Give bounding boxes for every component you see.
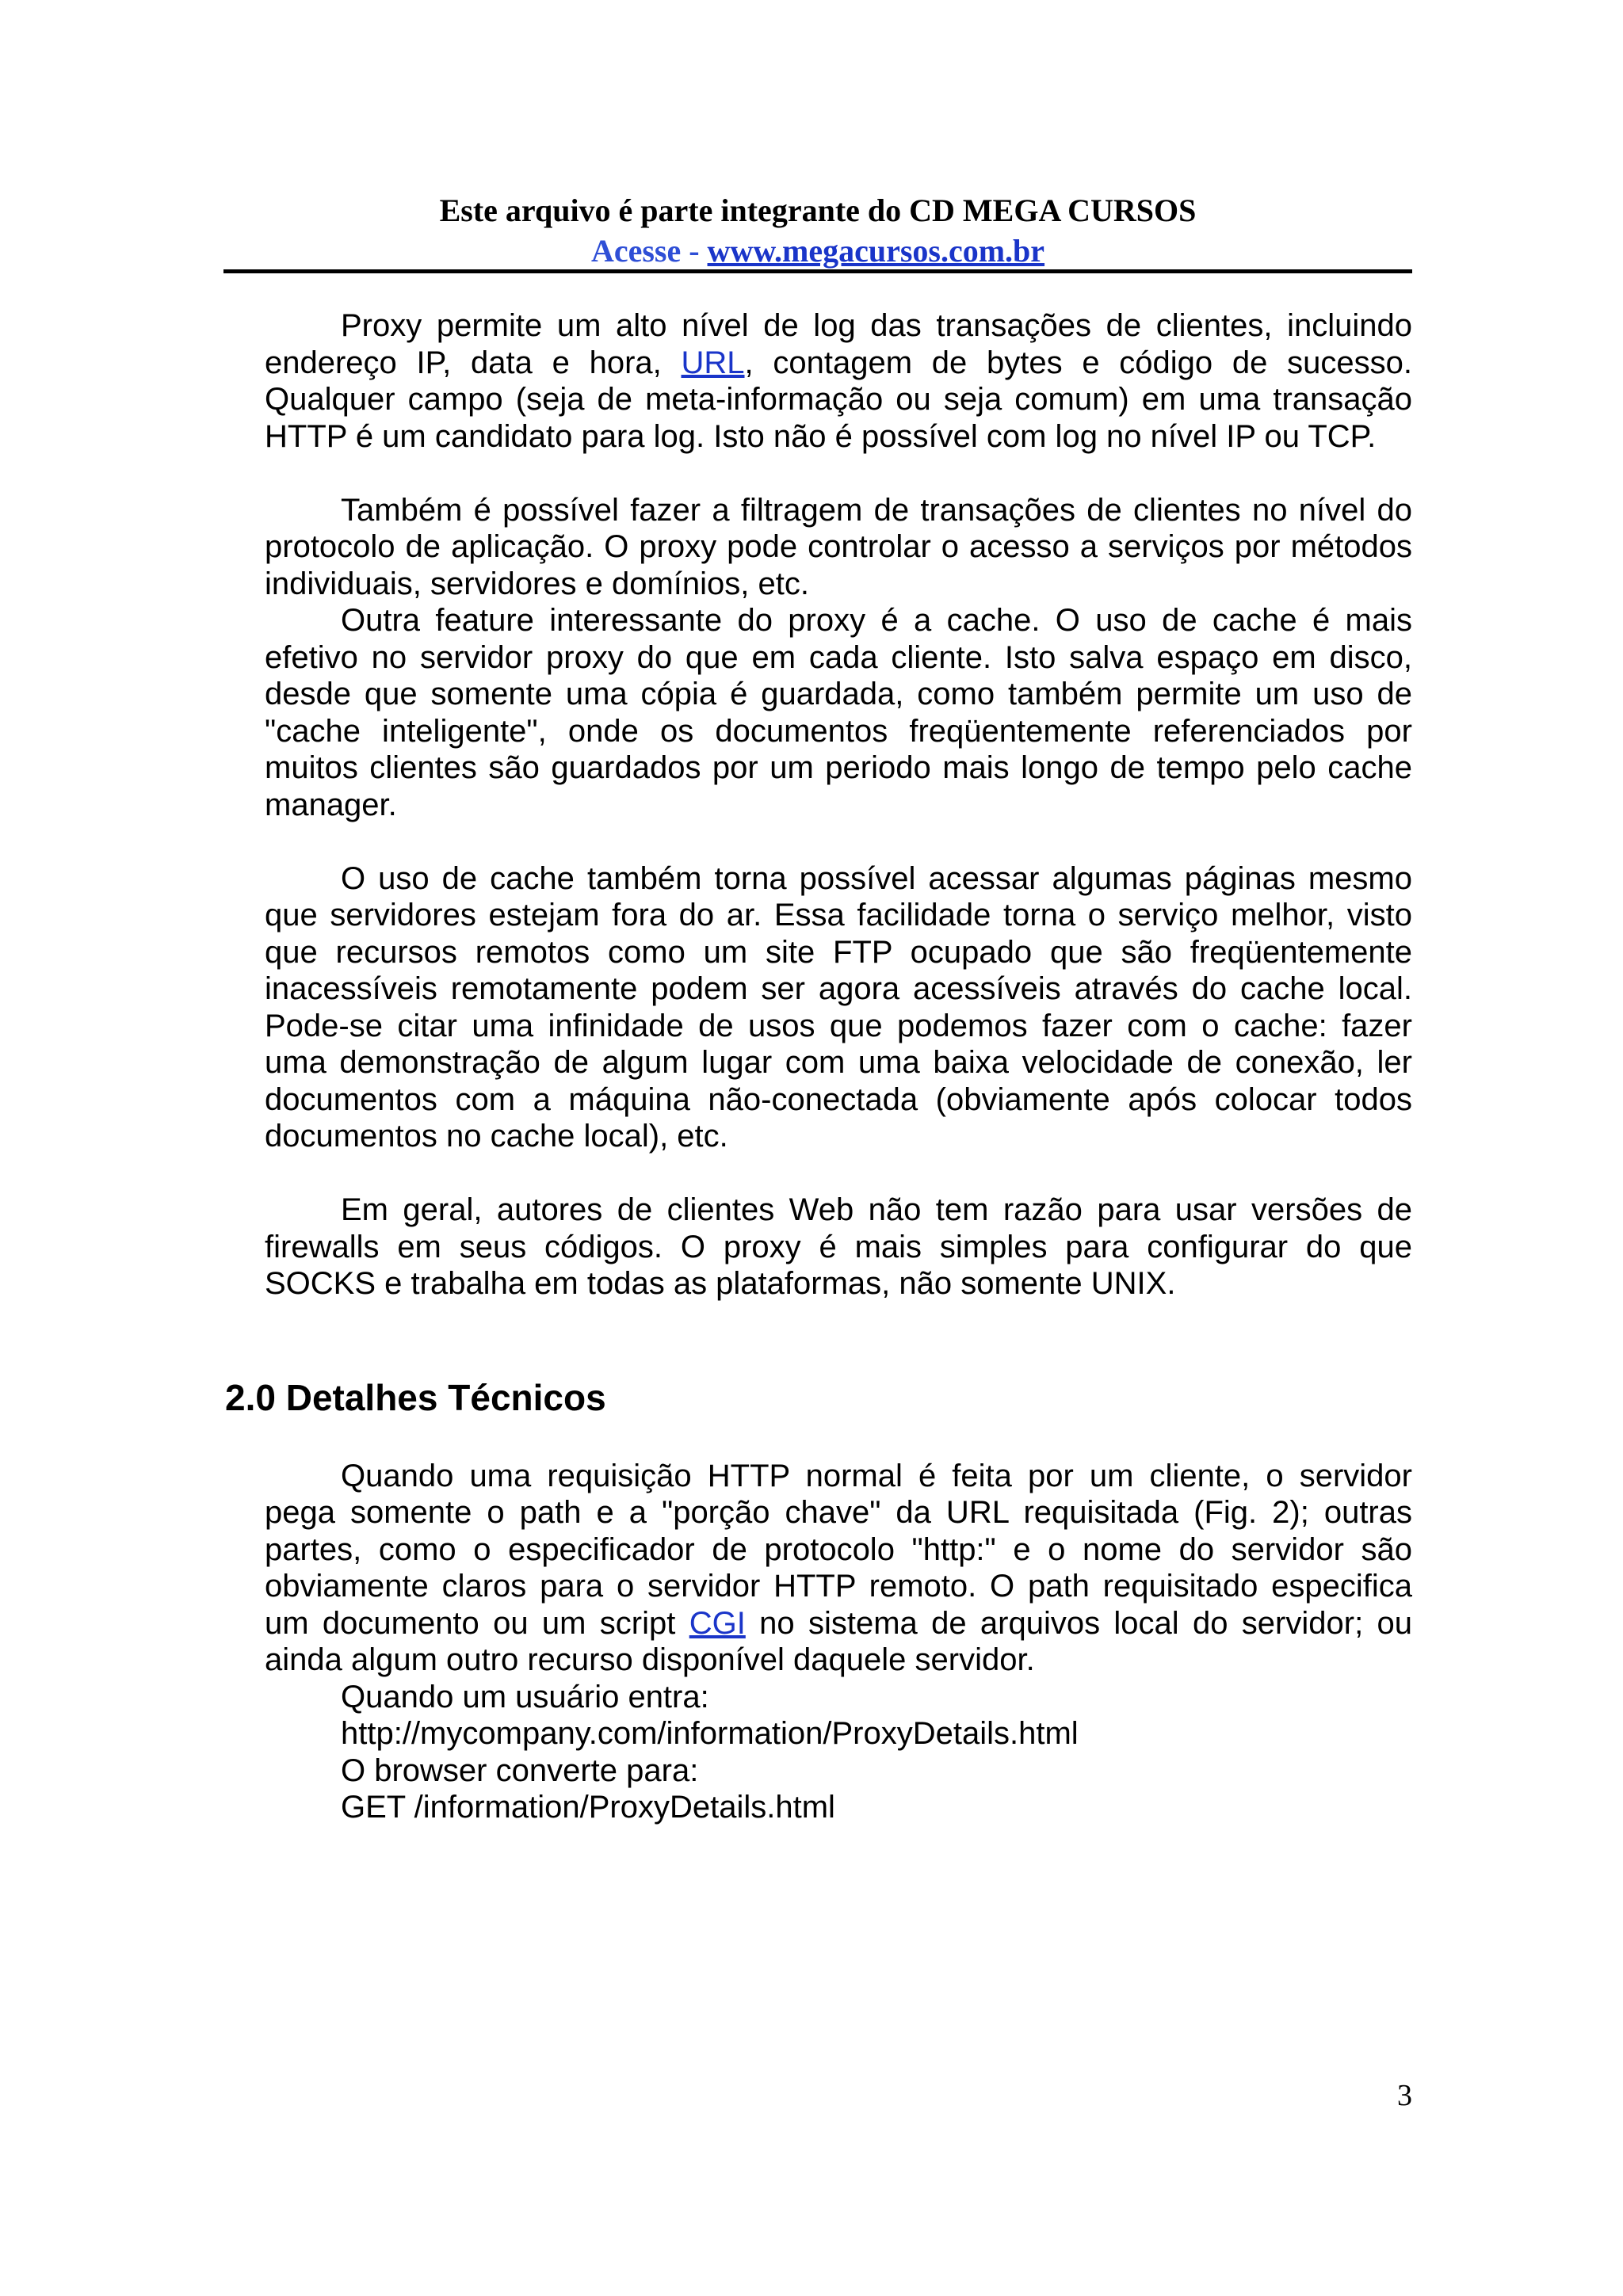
line-example-url: http://mycompany.com/information/ProxyDetails.html [341,1716,1079,1751]
paragraph-filtering: Também é possível fazer a filtragem de transações de clientes no nível do protocolo de aplicação. O proxy pode controlar o acesso a serviços por métodos individuais, servidores e domínios, etc. [265,492,1412,601]
paragraph-text: , contagem de bytes e código de sucesso. Qualquer campo (seja de meta-informação ou seja comum) em uma transação HTTP é um candidato para log. Isto não é possível com log no nível IP ou TCP. [265,345,1412,454]
paragraph-cache: Outra feature interessante do proxy é a cache. O uso de cache é mais efetivo no servidor proxy do que em cada cliente. Isto salva espaço em disco, desde que somente uma cópia é guardada, como também permite um uso de "cache inteligente", onde os documentos freqüentemente referenciados por muitos clientes são guardados por um periodo mais longo de tempo pelo cache manager. [265,603,1412,822]
page-header [223,190,1412,271]
paragraph-text: Proxy permite um alto nível de log das transações de clientes, incluindo endereço IP, data e hora, [265,308,1412,380]
cgi-link[interactable]: CGI [689,1605,746,1641]
line-get-request: GET /information/ProxyDetails.html [341,1790,835,1825]
header-title: Este arquivo é parte integrante do CD MEGA CURSOS [439,193,1197,228]
line-browser-converts: O browser converte para: [341,1753,699,1788]
document-body [225,307,1412,1826]
paragraph-logging [265,307,1412,455]
paragraph-cache-offline: O uso de cache também torna possível acessar algumas páginas mesmo que servidores estejam fora do ar. Essa facilidade torna o serviço melhor, visto que recursos remotos como um site FTP ocupado que são freqüentemente inacessíveis remotamente podem ser agora acessíveis através do cache local. Pode-se citar uma infinidade de usos que podemos fazer com o cache: fazer uma demonstração de algum lugar com uma baixa velocidade de conexão, ler documentos com a máquina não-conectada (obviamente após colocar todos documentos no cache local), etc. [265,860,1412,1154]
paragraph-web-clients: Em geral, autores de clientes Web não tem razão para usar versões de firewalls em seus códigos. O proxy é mais simples para configurar do que SOCKS e trabalha em todas as plataformas, não somente UNIX. [265,1192,1412,1301]
header-access-prefix: Acesse - [590,233,708,269]
section-heading: 2.0 Detalhes Técnicos [225,1376,606,1418]
header-site-link[interactable]: www.megacursos.com.br [707,233,1045,269]
paragraph-text: no sistema de arquivos local do servidor; ou ainda algum outro recurso disponível daquele servidor. [265,1605,1412,1677]
url-link[interactable]: URL [681,345,745,380]
paragraph-http-request [265,1458,1412,1679]
line-user-enters: Quando um usuário entra: [341,1679,709,1714]
page-number: 3 [1397,2079,1412,2112]
header-divider [223,269,1412,273]
header-access-line [223,231,1412,271]
paragraph-text: Quando uma requisição HTTP normal é feita por um cliente, o servidor pega somente o path e a "porção chave" da URL requisitada (Fig. 2); outras partes, como o especificador de protocolo "http:" e o nome do servidor são obviamente claros para o servidor HTTP remoto. O path requisitado especifica um documento ou um script [265,1458,1412,1641]
